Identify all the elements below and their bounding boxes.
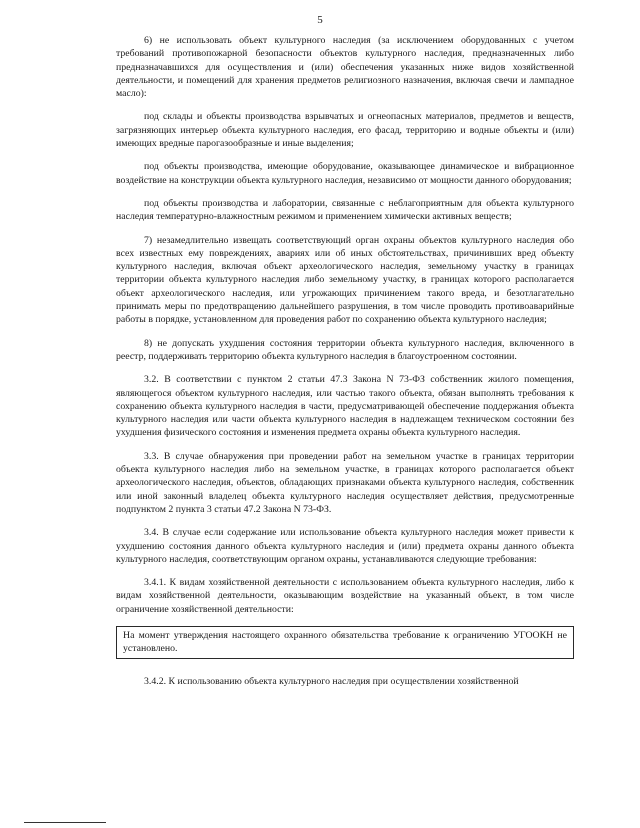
paragraph-vibration: под объекты производства, имеющие оборудование, оказывающее динамическое и вибрационное воздействие на конструкции объекта культурного наследия, независимо от мощности данного оборудования; [116,161,574,186]
paragraph-8-territory: 8) не допускать ухудшения состояния территории объекта культурного наследия, включенного в реестр, поддерживать территорию объекта культурного наследия в благоустроенном состоянии. [116,337,574,362]
document-body [116,34,574,688]
boxed-note: На момент утверждения настоящего охранного обязательства требование к ограничению УГООКН не установлено. [116,626,574,659]
paragraph-6-prohibition: 6) не использовать объект культурного наследия (за исключением оборудованных с учетом требований противопожарной безопасности объектов культурного наследия, предназначенных либо предназначавшихся для осуществления и (или) обеспечения указанных ниже видов хозяйственной деятельности, и помещений для хранения предметов религиозного назначения, включая свечи и лампадное масло): [116,35,574,100]
paragraph-3-4: 3.4. В случае если содержание или использование объекта культурного наследия может привести к ухудшению состояния данного объекта культурного наследия и (или) предмета охраны данного объекта культурного наследия, соответствующим органом охраны, устанавливаются следующие требования: [116,527,574,565]
page-number: 5 [317,14,323,26]
paragraph-3-2: 3.2. В соответствии с пунктом 2 статьи 47.3 Закона N 73-ФЗ собственник жилого помещения, являющегося объектом культурного наследия, или частью такого объекта, обязан выполнять требования к сохранению объекта культурного наследия в части, предусматривающей обеспечение поддержания объекта культурного наследия или части объекта культурного наследия в надлежащем техническом состоянии без ухудшения физического состояния и изменения предмета охраны объекта культурного наследия. [116,374,574,439]
paragraph-3-4-2: 3.4.2. К использованию объекта культурного наследия при осуществлении хозяйственной [144,675,519,687]
paragraph-warehouses: под склады и объекты производства взрывчатых и огнеопасных материалов, предметов и веществ, загрязняющих интерьер объекта культурного наследия, его фасад, территорию и водные объекты и (или) имеющих вредные парогазообразные и иные выделения; [116,111,574,150]
paragraph-laboratories: под объекты производства и лаборатории, связанные с неблагоприятным для объекта культурного наследия температурно-влажностным режимом и применением химически активных веществ; [116,197,574,223]
paragraph-7-notify: 7) незамедлительно извещать соответствующий орган охраны объектов культурного наследия обо всех известных ему повреждениях, авариях или об иных обстоятельствах, причинивших вред объекту культурного наследия, включая объект археологического наследия, земельному участку в границах территории объекта культурного наследия либо земельному участку, в границах которого располагается объект археологического наследия, или угрожающих причинением такого вреда, и безотлагательно принимать меры по предотвращению дальнейшего разрушения, в том числе проводить противоаварийные работы в порядке, установленном для проведения работ по сохранению объекта культурного наследия; [116,234,574,326]
paragraph-3-3: 3.3. В случае обнаружения при проведении работ на земельном участке в границах территории объекта культурного наследия либо на земельном участке, в границах которого располагается объект археологического наследия, объектов, обладающих признаками объекта культурного наследия, собственник или иной законный владелец объекта культурного наследия осуществляет действия, предусмотренные подпунктом 2 пункта 3 статьи 47.2 Закона N 73-ФЗ. [116,450,574,515]
footnote-separator [24,822,106,823]
paragraph-3-4-1: 3.4.1. К видам хозяйственной деятельности с использованием объекта культурного наследия, либо к видам хозяйственной деятельности, оказывающим воздействие на указанный объект, в том числе ограничение хозяйственной деятельности: [116,577,574,615]
